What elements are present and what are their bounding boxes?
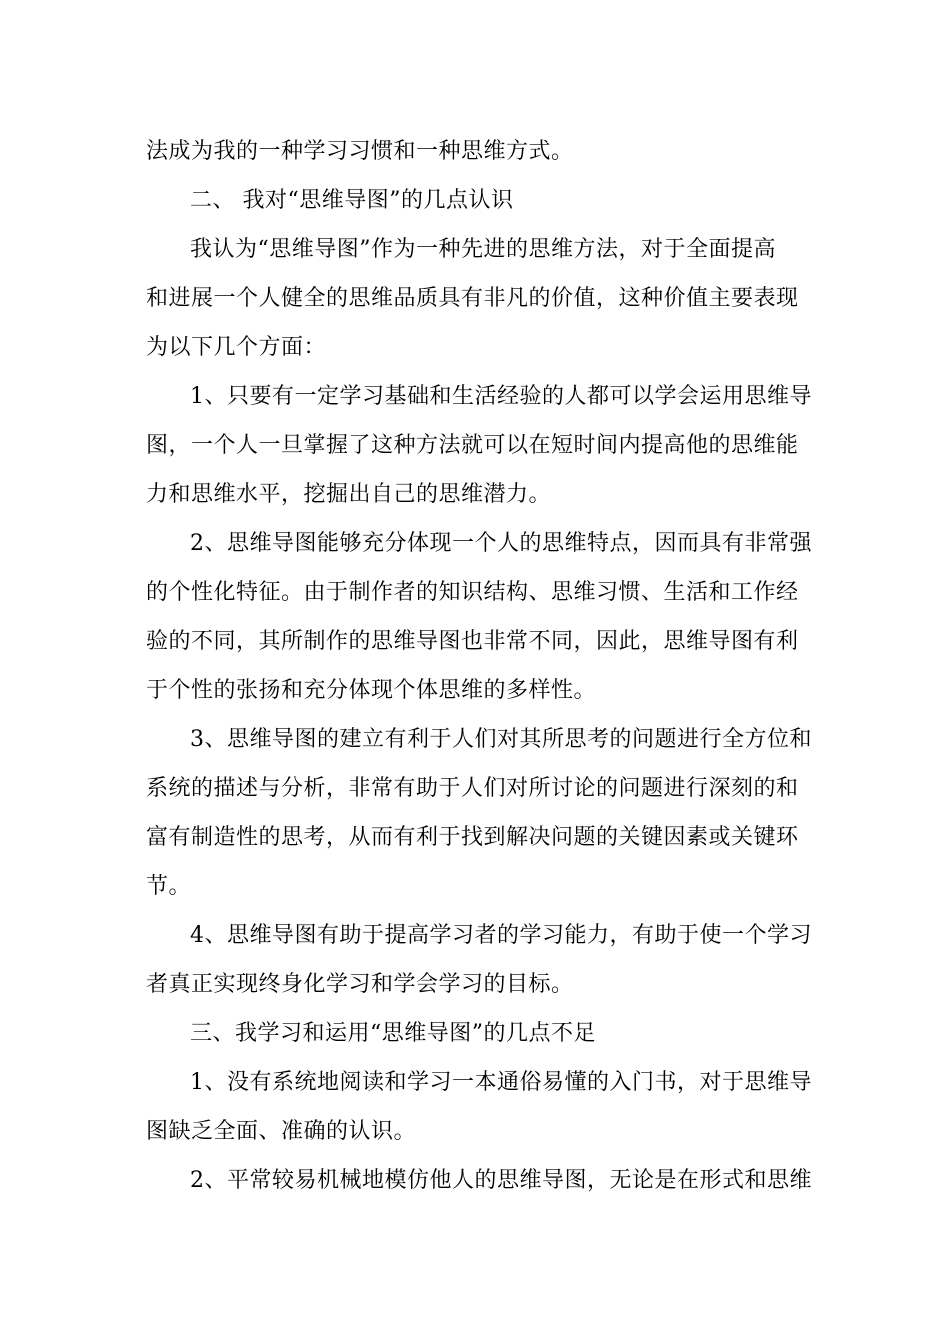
text-line bbox=[0, 569, 950, 617]
text-line bbox=[0, 324, 950, 372]
line-text: 1、没有系统地阅读和学习一本通俗易懂的入门书，对于思维导 bbox=[190, 1070, 812, 1095]
text-line bbox=[0, 961, 950, 1009]
text-line bbox=[0, 275, 950, 323]
line-text: 1、只要有一定学习基础和生活经验的人都可以学会运用思维导 bbox=[190, 384, 812, 409]
line-text: 2、平常较易机械地模仿他人的思维导图，无论是在形式和思维 bbox=[190, 1168, 812, 1193]
text-line bbox=[0, 863, 950, 911]
text-line bbox=[0, 814, 950, 862]
line-text: 3、思维导图的建立有利于人们对其所思考的问题进行全方位和 bbox=[190, 727, 812, 752]
line-text: 的个性化特征。由于制作者的知识结构、思维习惯、生活和工作经 bbox=[146, 580, 799, 605]
line-text: 法成为我的一种学习习惯和一种思维方式。 bbox=[146, 139, 574, 164]
line-text: 富有制造性的思考，从而有利于找到解决问题的关键因素或关键环 bbox=[146, 825, 799, 850]
text-line bbox=[0, 520, 950, 568]
text-line bbox=[0, 1059, 950, 1107]
text-line bbox=[0, 373, 950, 421]
section-heading bbox=[0, 177, 950, 225]
text-line bbox=[0, 226, 950, 274]
line-text: 三、我学习和运用“思维导图”的几点不足 bbox=[190, 1021, 596, 1046]
text-line bbox=[0, 1108, 950, 1156]
line-text: 者真正实现终身化学习和学会学习的目标。 bbox=[146, 972, 574, 997]
line-text: 节。 bbox=[146, 874, 192, 899]
text-line bbox=[0, 667, 950, 715]
line-text: 图，一个人一旦掌握了这种方法就可以在短时间内提高他的思维能 bbox=[146, 433, 799, 458]
line-text: 系统的描述与分析，非常有助于人们对所讨论的问题进行深刻的和 bbox=[146, 776, 799, 801]
line-text: 二、 我对“思维导图”的几点认识 bbox=[190, 188, 514, 213]
text-line bbox=[0, 471, 950, 519]
text-line bbox=[0, 422, 950, 470]
line-text: 和进展一个人健全的思维品质具有非凡的价值，这种价值主要表现 bbox=[146, 286, 799, 311]
text-line bbox=[0, 765, 950, 813]
line-text: 2、思维导图能够充分体现一个人的思维特点，因而具有非常强 bbox=[190, 531, 812, 556]
line-text: 验的不同，其所制作的思维导图也非常不同，因此，思维导图有利 bbox=[146, 629, 799, 654]
line-text: 我认为“思维导图”作为一种先进的思维方法，对于全面提高 bbox=[190, 237, 776, 262]
text-line bbox=[0, 912, 950, 960]
text-line bbox=[0, 1157, 950, 1205]
text-line bbox=[0, 716, 950, 764]
text-line bbox=[0, 128, 950, 176]
line-text: 于个性的张扬和充分体现个体思维的多样性。 bbox=[146, 678, 597, 703]
line-text: 力和思维水平，挖掘出自己的思维潜力。 bbox=[146, 482, 552, 507]
text-line bbox=[0, 618, 950, 666]
line-text: 4、思维导图有助于提高学习者的学习能力，有助于使一个学习 bbox=[190, 923, 812, 948]
line-text: 图缺乏全面、准确的认识。 bbox=[146, 1119, 417, 1144]
section-heading bbox=[0, 1010, 950, 1058]
line-text: 为以下几个方面： bbox=[146, 335, 327, 360]
